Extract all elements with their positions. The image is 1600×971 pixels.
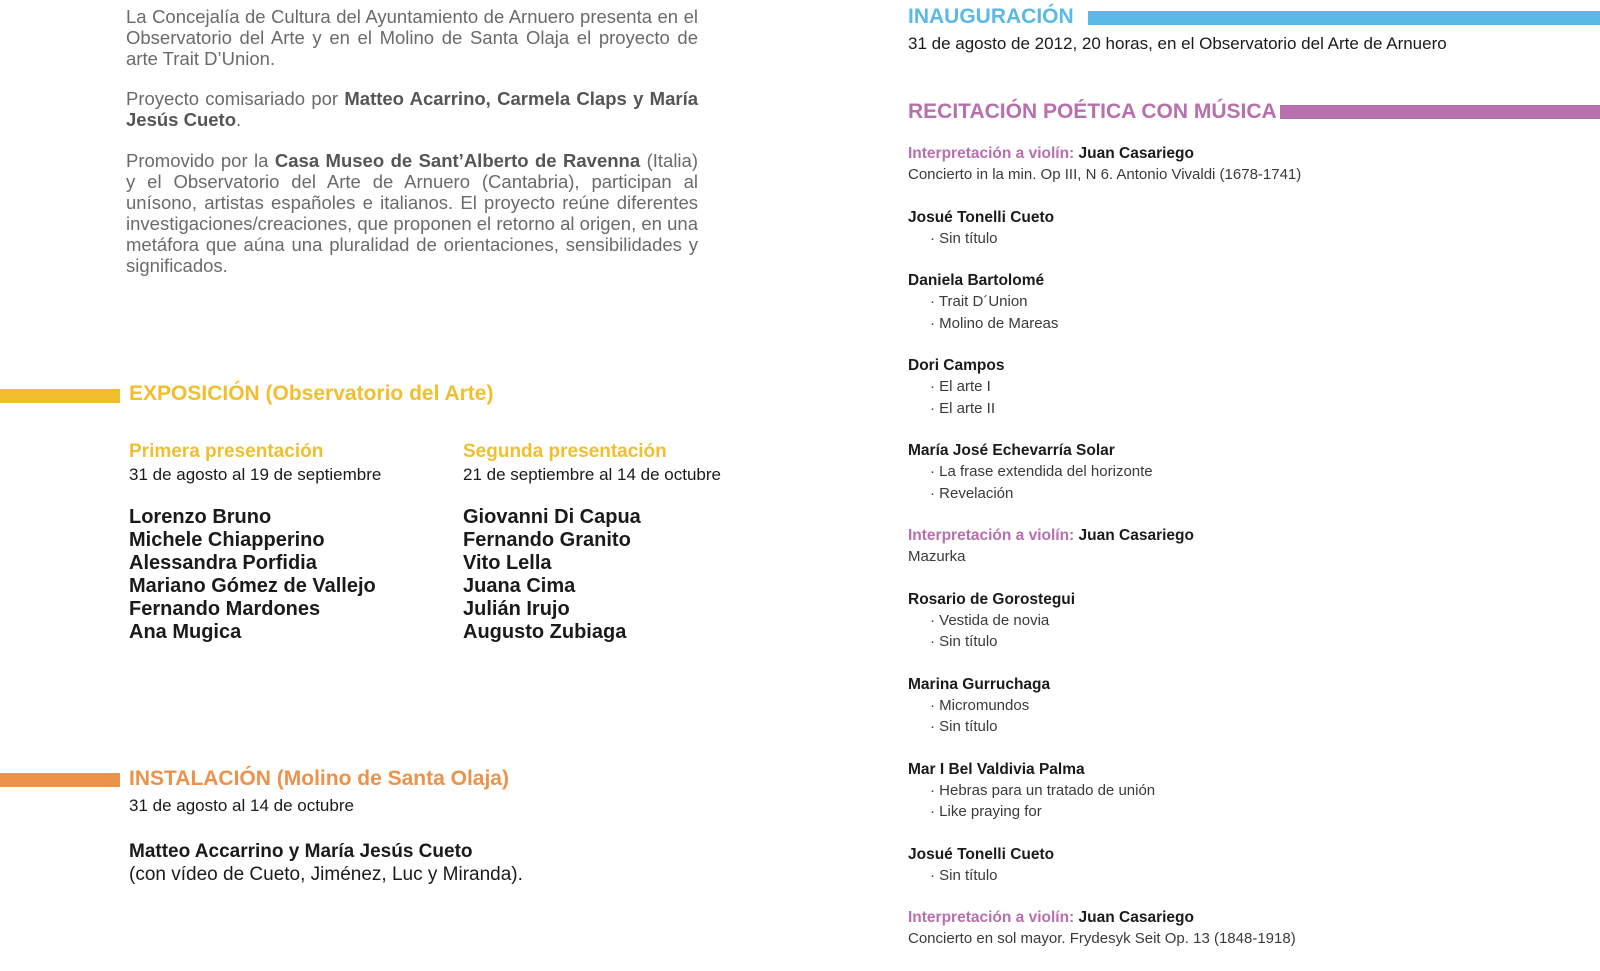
violinist-name: Juan Casariego [1078,527,1194,544]
violin-label: Interpretación a violín: [908,909,1075,926]
artist-name: Mariano Gómez de Vallejo [129,575,376,597]
primera-title: Primera presentación [129,441,324,462]
poet-name: María José Echevarría Solar [908,442,1115,459]
artist-name: Vito Lella [463,552,552,574]
intro-paragraph-3 [126,150,698,276]
violin-label: Interpretación a violín: [908,527,1075,544]
instalacion-color-bar [0,773,120,787]
artist-name: Juana Cima [463,575,576,597]
poet-name: Rosario de Gorostegui [908,590,1076,608]
exposicion-color-bar [0,389,120,403]
violin-heading [908,525,1588,546]
inauguracion-title: INAUGURACIÓN [908,5,1074,28]
instalacion-title: INSTALACIÓN (Molino de Santa Olaja) [129,767,509,790]
primera-dates: 31 de agosto al 19 de septiembre [129,465,382,484]
poet-entry [908,207,1588,250]
curators-suffix: . [236,109,242,130]
poem-title: · La frase extendida del horizonte [930,463,1153,480]
poet-entry [908,589,1588,653]
inauguracion-color-bar [1088,11,1600,25]
violin-interlude [908,907,1588,950]
poem-title: · Trait D´Union [930,293,1028,310]
promoter-prefix: Promovido por la [126,150,275,171]
instalacion-artists-block [129,840,523,886]
poem-list [908,228,1588,250]
poem-list [908,695,1588,738]
poet-entry [908,440,1588,504]
poem-title: · Sin título [930,866,998,884]
piece-title: Mazurka [908,548,966,565]
artist-name: Augusto Zubiaga [463,621,627,643]
poem-list [908,461,1588,504]
piece-title: Concierto in la min. Op III, N 6. Antonio Vivaldi (1678-1741) [908,166,1302,183]
instalacion-dates: 31 de agosto al 14 de octubre [129,796,354,815]
artist-name: Julián Irujo [463,598,570,620]
poet-name: Marina Gurruchaga [908,675,1051,693]
instalacion-note: (con vídeo de Cueto, Jiménez, Luc y Miranda). [129,864,523,885]
artist-name: Michele Chiapperino [129,529,325,551]
piece-title: Concierto en sol mayor. Frydesyk Seit Op. 13 (1848-1918) [908,930,1296,947]
poem-title: · Sin título [930,229,998,247]
poem-list [908,610,1588,653]
segunda-dates: 21 de septiembre al 14 de octubre [463,465,722,484]
inauguracion-text: 31 de agosto de 2012, 20 horas, en el Observatorio del Arte de Arnuero [908,34,1447,53]
curators-names: Matteo Acarrino, Carmela Claps y María Jesús Cueto [126,88,698,130]
poem-title: · Vestida de novia [930,611,1050,629]
segunda-title: Segunda presentación [463,441,667,462]
violinist-name: Juan Casariego [1078,909,1194,926]
primera-presentacion [129,441,381,644]
poem-list [908,376,1588,419]
poet-entry [908,844,1588,887]
poet-entry [908,270,1588,334]
poet-entry [908,759,1588,823]
segunda-artist-list [463,506,721,644]
artist-name: Fernando Granito [463,529,631,551]
poem-title: · El arte II [930,399,996,417]
artist-name: Ana Mugica [129,621,242,643]
poet-name: Dori Campos [908,357,1005,374]
artist-name: Lorenzo Bruno [129,506,272,528]
instalacion-artists: Matteo Accarrino y María Jesús Cueto [129,841,473,862]
poet-entry [908,674,1588,738]
intro-paragraph-1: La Concejalía de Cultura del Ayuntamiento de Arnuero presenta en el Observatorio del Arte y en el Molino de Santa Olaja el proyecto de arte Trait D’Union. [126,6,698,69]
promoter-name: Casa Museo de Sant’Alberto de Ravenna [274,150,641,171]
artist-name: Giovanni Di Capua [463,506,641,528]
violin-heading [908,907,1588,928]
recitacion-color-bar [1280,105,1600,119]
poem-title: · Hebras para un tratado de unión [930,781,1156,799]
poem-title: · Like praying for [930,803,1042,820]
promoter-text: (Italia) y el Observatorio del Arte de Arnuero (Cantabria), participan al unísono, artistas españoles e italianos. El proyecto reúne diferentes investigaciones/creaciones, que proponen el retorno al origen, en una metáfora que aúna una pluralidad de orientaciones, sensibilidades y significados. [126,150,698,276]
violin-heading [908,143,1588,164]
violin-interlude [908,525,1588,568]
poem-list [908,865,1588,887]
violin-label: Interpretación a violín: [908,145,1075,162]
poem-title: · Revelación [930,484,1014,502]
poet-name: Josué Tonelli Cueto [908,845,1055,863]
artist-name: Fernando Mardones [129,598,321,620]
poem-title: · Sin título [930,718,998,735]
poet-name: Mar I Bel Valdivia Palma [908,760,1085,778]
poem-list [908,291,1588,334]
violin-interlude [908,143,1588,186]
poet-entry [908,355,1588,419]
poem-title: · El arte I [930,378,991,395]
recitacion-title: RECITACIÓN POÉTICA CON MÚSICA [908,100,1277,123]
segunda-presentacion [463,441,721,644]
poem-title: · Molino de Mareas [930,314,1059,332]
exposicion-title: EXPOSICIÓN (Observatorio del Arte) [129,382,494,405]
poem-title: · Sin título [930,633,998,650]
poet-name: Josué Tonelli Cueto [908,208,1055,226]
recitacion-program [908,143,1588,971]
primera-artist-list [129,506,381,644]
violinist-name: Juan Casariego [1078,145,1194,162]
poem-title: · Micromundos [930,696,1030,714]
poet-name: Daniela Bartolomé [908,272,1045,289]
intro-paragraph-2 [126,88,698,130]
artist-name: Alessandra Porfidia [129,552,317,574]
poem-list [908,780,1588,823]
curators-prefix: Proyecto comisariado por [126,88,345,109]
